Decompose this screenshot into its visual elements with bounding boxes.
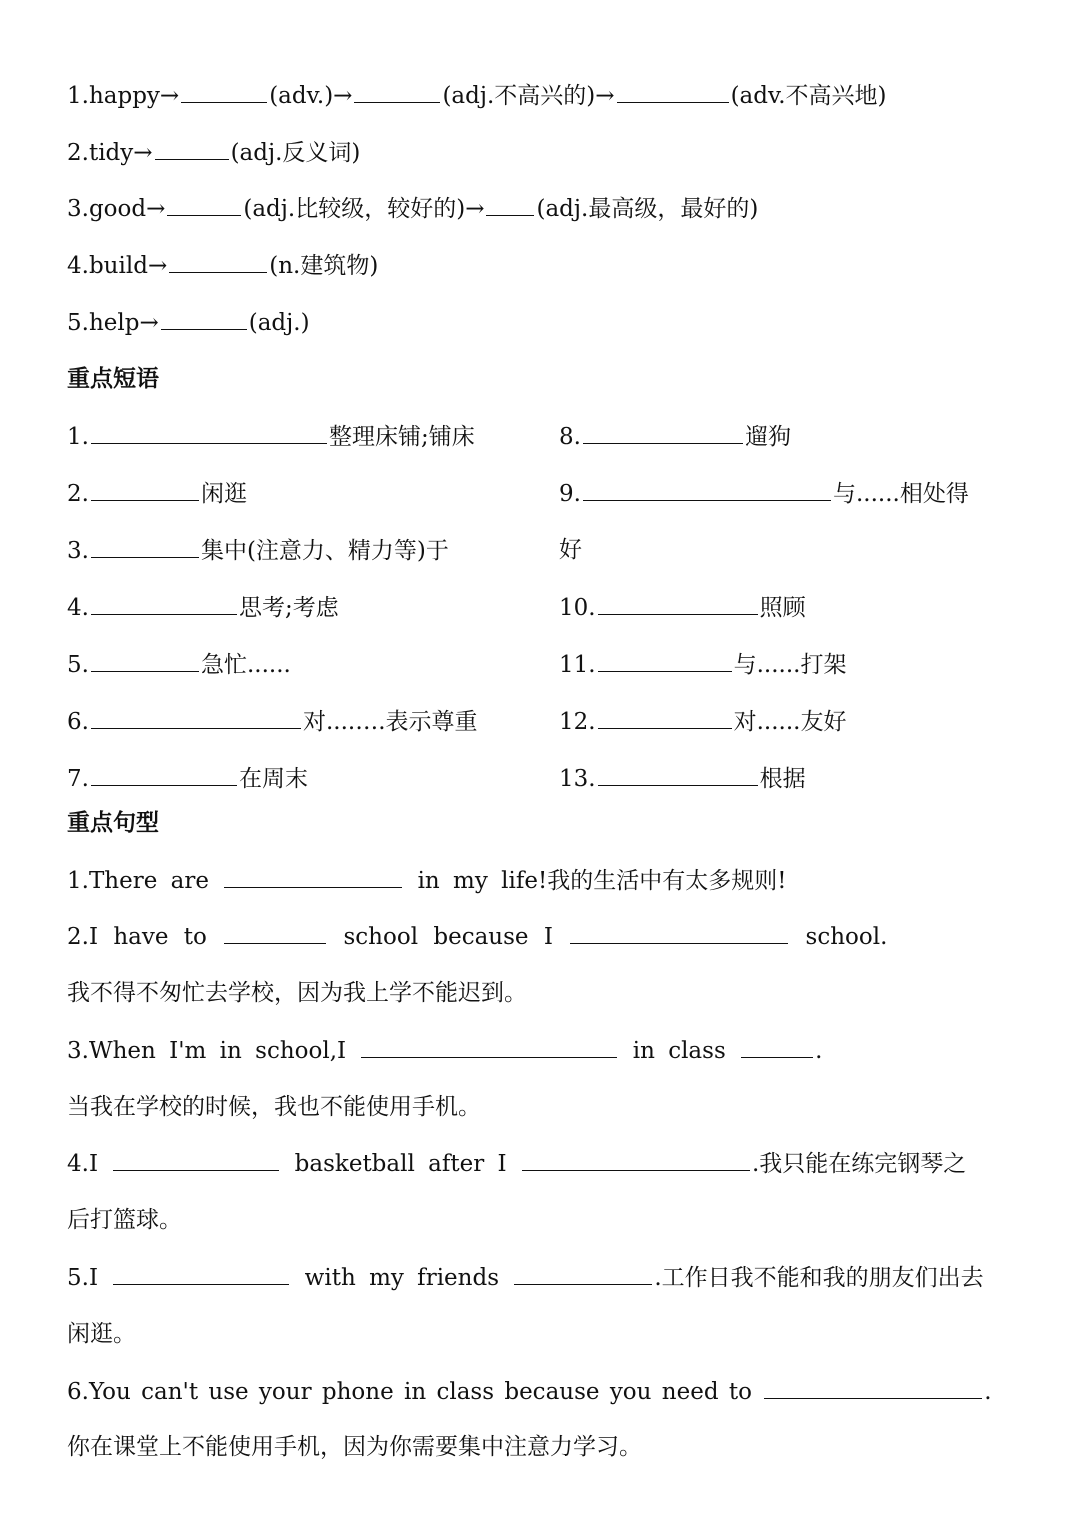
item-number: 10. <box>559 595 596 621</box>
answer-blank[interactable] <box>113 1148 279 1171</box>
answer-blank[interactable] <box>522 1148 750 1171</box>
item-number: 13. <box>559 766 596 792</box>
answer-blank[interactable] <box>741 1035 813 1058</box>
answer-blank[interactable] <box>486 193 534 216</box>
item-number: 3. <box>67 538 89 564</box>
phrase-item <box>559 478 969 509</box>
hint: (adj.) <box>248 310 310 336</box>
answer-blank[interactable] <box>764 1376 982 1399</box>
hint: (adj.不高兴的) <box>442 83 596 109</box>
item-number: 4. <box>67 595 89 621</box>
answer-blank[interactable] <box>354 80 440 103</box>
phrase-meaning: 思考;考虑 <box>238 595 339 621</box>
phrase-meaning: 急忙...... <box>200 652 291 678</box>
sentence-text: basketball after I <box>294 1151 507 1177</box>
answer-blank[interactable] <box>91 763 237 786</box>
phrase-meaning: 在周末 <box>238 766 308 792</box>
sentence-text: school because I <box>343 924 553 950</box>
phrase-item <box>559 706 846 737</box>
phrase-item <box>559 649 846 680</box>
sentence-text: 6.You can't use your phone in class because you need to <box>67 1379 752 1405</box>
sentence-text: 1.There are <box>67 868 209 894</box>
phrase-item <box>67 592 339 623</box>
sentence-text: 3.When I'm in school,I <box>67 1038 347 1064</box>
phrase-item <box>67 649 291 680</box>
answer-blank[interactable] <box>583 421 743 444</box>
base-word: build <box>88 253 148 279</box>
item-number: 8. <box>559 424 581 450</box>
answer-blank[interactable] <box>224 865 402 888</box>
item-number: 5. <box>67 310 89 336</box>
hint: (adj.最高级，最好的) <box>536 196 759 222</box>
answer-blank[interactable] <box>181 80 267 103</box>
answer-blank[interactable] <box>91 535 199 558</box>
arrow-icon: → <box>146 196 166 222</box>
item-number: 6. <box>67 709 89 735</box>
sentence-text: . <box>815 1038 823 1064</box>
answer-blank[interactable] <box>169 250 267 273</box>
item-number: 3. <box>67 196 89 222</box>
answer-blank[interactable] <box>361 1035 617 1058</box>
sentence-text: 5.I <box>67 1265 99 1291</box>
phrase-meaning: 集中(注意力、精力等)于 <box>200 538 449 564</box>
arrow-icon: → <box>159 83 180 109</box>
answer-blank[interactable] <box>224 921 326 944</box>
sentence-2 <box>67 921 887 952</box>
sentence-text: .我只能在练完钢琴之 <box>751 1151 967 1177</box>
answer-blank[interactable] <box>113 1262 289 1285</box>
answer-blank[interactable] <box>155 137 229 160</box>
phrase-item <box>67 763 308 794</box>
answer-blank[interactable] <box>583 478 831 501</box>
answer-blank[interactable] <box>598 763 758 786</box>
sentence-6-translation: 你在课堂上不能使用手机，因为你需要集中注意力学习。 <box>67 1434 642 1460</box>
item-number: 12. <box>559 709 596 735</box>
answer-blank[interactable] <box>161 307 247 330</box>
item-number: 1. <box>67 424 89 450</box>
sentence-4-translation: 后打篮球。 <box>67 1207 182 1233</box>
sentence-4 <box>67 1148 966 1179</box>
sentence-text: 4.I <box>67 1151 99 1177</box>
sentence-text: with my friends <box>304 1265 499 1291</box>
phrase-meaning: 对......友好 <box>733 709 847 735</box>
arrow-icon: → <box>595 83 615 109</box>
phrase-item <box>67 706 478 737</box>
phrase-meaning: 照顾 <box>759 595 806 621</box>
answer-blank[interactable] <box>514 1262 652 1285</box>
base-word: help <box>88 310 140 336</box>
sentences-heading: 重点句型 <box>67 810 159 836</box>
sentence-1 <box>67 865 787 896</box>
answer-blank[interactable] <box>91 706 301 729</box>
phrase-item <box>67 535 449 566</box>
item-number: 1. <box>67 83 89 109</box>
arrow-icon: → <box>333 83 353 109</box>
answer-blank[interactable] <box>570 921 788 944</box>
word-form-4 <box>67 250 378 281</box>
sentence-text: .工作日我不能和我的朋友们出去 <box>654 1265 984 1291</box>
sentence-5 <box>67 1262 984 1293</box>
hint: (adv.) <box>269 83 334 109</box>
arrow-icon: → <box>465 196 485 222</box>
hint: (adj.比较级，较好的) <box>243 196 466 222</box>
word-form-3 <box>67 193 758 224</box>
sentence-text: 2.I have to <box>67 924 207 950</box>
answer-blank[interactable] <box>598 706 732 729</box>
answer-blank[interactable] <box>598 592 758 615</box>
sentence-2-translation: 我不得不匆忙去学校，因为我上学不能迟到。 <box>67 980 527 1006</box>
answer-blank[interactable] <box>91 649 199 672</box>
phrase-meaning: 与......打架 <box>733 652 847 678</box>
sentence-text: school. <box>805 924 888 950</box>
sentence-text: in my life!我的生活中有太多规则! <box>417 868 787 894</box>
item-number: 2. <box>67 481 89 507</box>
phrase-continuation: 好 <box>559 537 582 563</box>
word-form-5 <box>67 307 310 338</box>
answer-blank[interactable] <box>167 193 241 216</box>
phrase-item <box>67 478 247 509</box>
base-word: good <box>88 196 147 222</box>
phrase-meaning: 根据 <box>759 766 806 792</box>
phrase-meaning: 与......相处得 <box>832 481 969 507</box>
phrase-meaning: 闲逛 <box>200 481 247 507</box>
base-word: happy <box>88 83 160 109</box>
item-number: 11. <box>559 652 596 678</box>
sentence-6 <box>67 1376 992 1407</box>
sentence-text: . <box>984 1379 992 1405</box>
word-form-1 <box>67 80 887 111</box>
arrow-icon: → <box>139 310 159 336</box>
answer-blank[interactable] <box>617 80 729 103</box>
phrase-meaning: 对....….表示尊重 <box>302 709 478 735</box>
arrow-icon: → <box>147 253 168 279</box>
phrase-meaning: 遛狗 <box>744 424 791 450</box>
answer-blank[interactable] <box>91 421 327 444</box>
sentence-5-translation: 闲逛。 <box>67 1321 136 1347</box>
answer-blank[interactable] <box>598 649 732 672</box>
hint: (adj.反义词) <box>230 140 361 166</box>
item-number: 5. <box>67 652 89 678</box>
word-form-2 <box>67 137 360 168</box>
phrase-item <box>559 421 791 452</box>
item-number: 9. <box>559 481 581 507</box>
sentence-text: in class <box>632 1038 726 1064</box>
item-number: 7. <box>67 766 89 792</box>
phrase-item <box>559 763 806 794</box>
phrase-meaning: 整理床铺;铺床 <box>328 424 475 450</box>
sentence-3-translation: 当我在学校的时候，我也不能使用手机。 <box>67 1094 481 1120</box>
item-number: 2. <box>67 140 89 166</box>
answer-blank[interactable] <box>91 478 199 501</box>
arrow-icon: → <box>133 140 153 166</box>
hint: (n.建筑物) <box>269 253 379 279</box>
phrases-heading: 重点短语 <box>67 366 159 392</box>
base-word: tidy <box>88 140 134 166</box>
phrase-item <box>559 592 806 623</box>
item-number: 4. <box>67 253 89 279</box>
phrase-item <box>67 421 475 452</box>
hint: (adv.不高兴地) <box>730 83 887 109</box>
sentence-3 <box>67 1035 822 1066</box>
answer-blank[interactable] <box>91 592 237 615</box>
